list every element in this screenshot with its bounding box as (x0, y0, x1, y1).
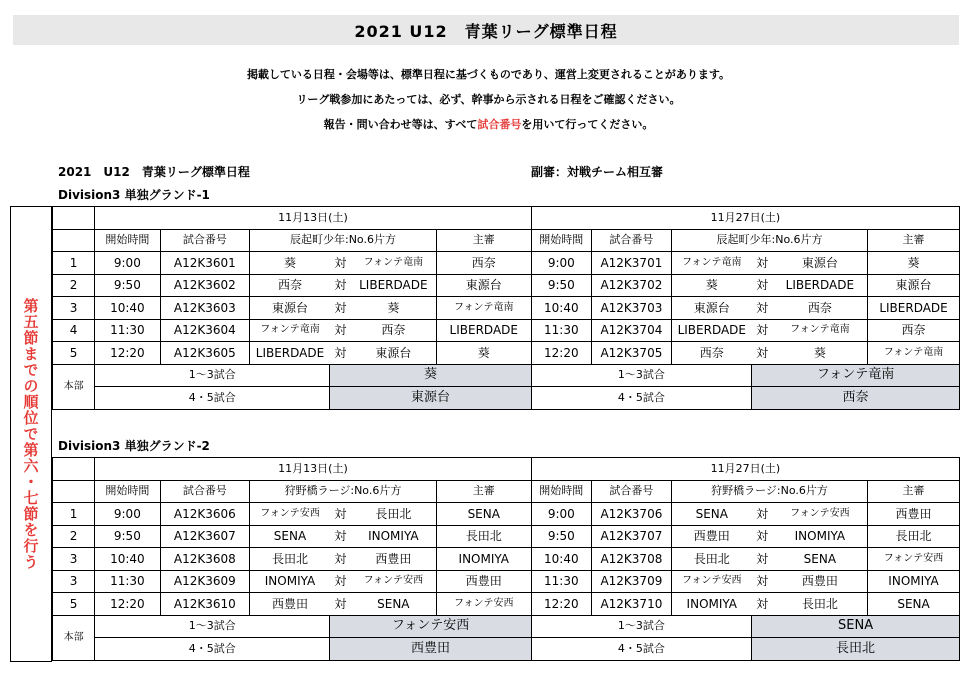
start-time: 12:20 (531, 593, 591, 616)
match-id: A12K3607 (160, 525, 250, 548)
referee-team: 西豊田 (436, 570, 531, 593)
start-time: 9:00 (95, 252, 160, 275)
home-team: 西奈 (250, 274, 330, 297)
match-number-header: 試合番号 (160, 480, 250, 503)
away-team: フォンテ竜南 (351, 252, 436, 275)
start-time: 12:20 (95, 593, 160, 616)
referee-header: 主審 (868, 229, 960, 252)
division-title-2: Division3 単独グランド-2 (58, 439, 210, 453)
away-team: フォンテ竜南 (773, 319, 868, 342)
away-team: SENA (773, 548, 868, 571)
versus-label: 対 (752, 319, 773, 342)
hq-label: 本部 (53, 364, 95, 409)
home-team: 長田北 (671, 548, 751, 571)
referee-team: フォンテ安西 (436, 593, 531, 616)
match-order: 3 (53, 548, 95, 571)
away-team: 西奈 (773, 297, 868, 320)
match-id: A12K3609 (160, 570, 250, 593)
away-team: 西豊田 (351, 548, 436, 571)
referee-team: 東源台 (436, 274, 531, 297)
notice-line-1: 掲載している日程・会場等は、標準日程に基づくものであり、運営上変更されることがあります。 (246, 68, 731, 81)
match-id: A12K3602 (160, 274, 250, 297)
referee-team: フォンテ竜南 (436, 297, 531, 320)
match-id: A12K3704 (591, 319, 671, 342)
start-time: 12:20 (95, 342, 160, 365)
home-team: 葵 (250, 252, 330, 275)
versus-label: 対 (330, 525, 351, 548)
home-team: SENA (671, 503, 751, 526)
home-team: 西豊田 (250, 593, 330, 616)
hq-team: 東源台 (330, 387, 531, 410)
referee-team: 東源台 (868, 274, 960, 297)
match-row (53, 297, 960, 320)
home-team: 長田北 (250, 548, 330, 571)
start-time: 10:40 (95, 548, 160, 571)
versus-label: 対 (752, 570, 773, 593)
versus-label: 対 (330, 548, 351, 571)
home-team: フォンテ竜南 (250, 319, 330, 342)
match-id: A12K3707 (591, 525, 671, 548)
referee-team: 葵 (868, 252, 960, 275)
match-row (53, 548, 960, 571)
blank-cell (53, 207, 95, 230)
start-time: 9:00 (531, 503, 591, 526)
column-header-row (53, 229, 960, 252)
versus-label: 対 (752, 274, 773, 297)
home-team: INOMIYA (250, 570, 330, 593)
referee-team: フォンテ安西 (868, 548, 960, 571)
hq-row (53, 387, 960, 410)
match-order: 2 (53, 274, 95, 297)
start-time-header: 開始時間 (531, 480, 591, 503)
start-time: 9:00 (531, 252, 591, 275)
column-header-row (53, 480, 960, 503)
home-team: LIBERDADE (250, 342, 330, 365)
match-id: A12K3701 (591, 252, 671, 275)
away-team: フォンテ安西 (351, 570, 436, 593)
schedule-subtitle: 2021 U12 青葉リーグ標準日程 (58, 165, 250, 179)
venue-header: 狩野橋ラージ:No.6片方 (250, 480, 437, 503)
start-time: 11:30 (531, 319, 591, 342)
versus-label: 対 (330, 297, 351, 320)
referee-header: 主審 (868, 480, 960, 503)
match-id: A12K3709 (591, 570, 671, 593)
match-number-header: 試合番号 (591, 229, 671, 252)
away-team: 葵 (351, 297, 436, 320)
home-team: 西奈 (671, 342, 751, 365)
referee-team: SENA (436, 503, 531, 526)
hq-team: 長田北 (752, 638, 960, 661)
match-id: A12K3702 (591, 274, 671, 297)
side-note (10, 206, 52, 662)
referee-team: 西豊田 (868, 503, 960, 526)
referee-team: LIBERDADE (868, 297, 960, 320)
versus-label: 対 (330, 274, 351, 297)
notice-text: 報告・問い合わせ等は、すべて (323, 118, 478, 131)
versus-label: 対 (752, 297, 773, 320)
blank-cell (53, 480, 95, 503)
blank-cell (53, 229, 95, 252)
versus-label: 対 (752, 342, 773, 365)
match-id: A12K3710 (591, 593, 671, 616)
match-order: 5 (53, 342, 95, 365)
match-row (53, 342, 960, 365)
match-id: A12K3603 (160, 297, 250, 320)
games-range-label: 1～3試合 (95, 615, 330, 638)
versus-label: 対 (330, 319, 351, 342)
away-team: 西奈 (351, 319, 436, 342)
match-number-highlight: 試合番号 (477, 118, 522, 131)
away-team: フォンテ安西 (773, 503, 868, 526)
versus-label: 対 (752, 252, 773, 275)
away-team: LIBERDADE (773, 274, 868, 297)
start-time: 10:40 (95, 297, 160, 320)
date-header: 11月27日(土) (531, 207, 959, 230)
away-team: 長田北 (773, 593, 868, 616)
versus-label: 対 (330, 593, 351, 616)
match-order: 1 (53, 252, 95, 275)
match-order: 5 (53, 593, 95, 616)
home-team: 東源台 (250, 297, 330, 320)
date-row (53, 207, 960, 230)
match-row (53, 593, 960, 616)
match-row (53, 252, 960, 275)
referee-note: 副審：対戦チーム相互審 (531, 165, 664, 179)
match-id: A12K3604 (160, 319, 250, 342)
referee-team: INOMIYA (868, 570, 960, 593)
match-row (53, 503, 960, 526)
match-number-header: 試合番号 (591, 480, 671, 503)
versus-label: 対 (330, 252, 351, 275)
referee-team: フォンテ竜南 (868, 342, 960, 365)
games-range-label: 4・5試合 (95, 638, 330, 661)
versus-label: 対 (330, 342, 351, 365)
start-time: 9:50 (531, 274, 591, 297)
start-time: 10:40 (531, 297, 591, 320)
home-team: 東源台 (671, 297, 751, 320)
notice-line-3 (0, 116, 977, 132)
match-row (53, 525, 960, 548)
hq-row (53, 364, 960, 387)
hq-row (53, 615, 960, 638)
start-time: 9:50 (95, 274, 160, 297)
referee-team: 長田北 (868, 525, 960, 548)
start-time-header: 開始時間 (95, 229, 160, 252)
match-id: A12K3708 (591, 548, 671, 571)
match-order: 4 (53, 319, 95, 342)
date-header: 11月27日(土) (531, 458, 959, 481)
start-time: 9:50 (95, 525, 160, 548)
match-row (53, 274, 960, 297)
away-team: SENA (351, 593, 436, 616)
away-team: LIBERDADE (351, 274, 436, 297)
versus-label: 対 (752, 548, 773, 571)
versus-label: 対 (330, 503, 351, 526)
start-time: 11:30 (95, 319, 160, 342)
referee-header: 主審 (436, 229, 531, 252)
start-time: 9:50 (531, 525, 591, 548)
versus-label: 対 (752, 593, 773, 616)
match-number-header: 試合番号 (160, 229, 250, 252)
referee-team: SENA (868, 593, 960, 616)
games-range-label: 1～3試合 (531, 364, 751, 387)
hq-team: 葵 (330, 364, 531, 387)
versus-label: 対 (330, 570, 351, 593)
home-team: 葵 (671, 274, 751, 297)
referee-team: 西奈 (868, 319, 960, 342)
match-id: A12K3706 (591, 503, 671, 526)
hq-team: フォンテ安西 (330, 615, 531, 638)
games-range-label: 4・5試合 (531, 638, 751, 661)
home-team: 西豊田 (671, 525, 751, 548)
hq-row (53, 638, 960, 661)
venue-header: 辰起町少年:No.6片方 (671, 229, 867, 252)
schedule-table (52, 206, 960, 410)
referee-team: 西奈 (436, 252, 531, 275)
date-header: 11月13日(土) (95, 207, 532, 230)
start-time: 9:00 (95, 503, 160, 526)
referee-header: 主審 (436, 480, 531, 503)
away-team: 東源台 (351, 342, 436, 365)
versus-label: 対 (752, 503, 773, 526)
match-id: A12K3608 (160, 548, 250, 571)
match-order: 1 (53, 503, 95, 526)
match-row (53, 319, 960, 342)
date-header: 11月13日(土) (95, 458, 532, 481)
start-time: 10:40 (531, 548, 591, 571)
match-order: 2 (53, 525, 95, 548)
home-team: INOMIYA (671, 593, 751, 616)
versus-label: 対 (752, 525, 773, 548)
referee-team: 長田北 (436, 525, 531, 548)
date-row (53, 458, 960, 481)
games-range-label: 1～3試合 (95, 364, 330, 387)
away-team: 東源台 (773, 252, 868, 275)
match-id: A12K3605 (160, 342, 250, 365)
match-order: 3 (53, 297, 95, 320)
match-order: 3 (53, 570, 95, 593)
away-team: 西豊田 (773, 570, 868, 593)
schedule-table (52, 457, 960, 661)
match-id: A12K3601 (160, 252, 250, 275)
hq-team: 西奈 (752, 387, 960, 410)
home-team: SENA (250, 525, 330, 548)
match-id: A12K3705 (591, 342, 671, 365)
notice-text: を用いて行ってください。 (521, 118, 654, 131)
start-time: 11:30 (531, 570, 591, 593)
match-id: A12K3610 (160, 593, 250, 616)
venue-header: 狩野橋ラージ:No.6片方 (671, 480, 867, 503)
venue-header: 辰起町少年:No.6片方 (250, 229, 437, 252)
blank-cell (53, 458, 95, 481)
referee-team: LIBERDADE (436, 319, 531, 342)
away-team: INOMIYA (351, 525, 436, 548)
hq-team: フォンテ竜南 (752, 364, 960, 387)
home-team: フォンテ竜南 (671, 252, 751, 275)
games-range-label: 1～3試合 (531, 615, 751, 638)
page-title: 2021 U12 青葉リーグ標準日程 (13, 15, 959, 45)
home-team: フォンテ安西 (671, 570, 751, 593)
home-team: LIBERDADE (671, 319, 751, 342)
side-note-text: 第五節までの順位で第六・七節を行う (21, 298, 40, 570)
match-id: A12K3703 (591, 297, 671, 320)
notice-line-2: リーグ戦参加にあたっては、必ず、幹事から示される日程をご確認ください。 (296, 93, 681, 106)
match-id: A12K3606 (160, 503, 250, 526)
home-team: フォンテ安西 (250, 503, 330, 526)
hq-team: 西豊田 (330, 638, 531, 661)
hq-team: SENA (752, 615, 960, 638)
away-team: 長田北 (351, 503, 436, 526)
away-team: 葵 (773, 342, 868, 365)
games-range-label: 4・5試合 (95, 387, 330, 410)
start-time: 12:20 (531, 342, 591, 365)
match-row (53, 570, 960, 593)
hq-label: 本部 (53, 615, 95, 660)
start-time-header: 開始時間 (531, 229, 591, 252)
division-title-1: Division3 単独グランド-1 (58, 188, 210, 202)
start-time: 11:30 (95, 570, 160, 593)
start-time-header: 開始時間 (95, 480, 160, 503)
referee-team: INOMIYA (436, 548, 531, 571)
away-team: INOMIYA (773, 525, 868, 548)
games-range-label: 4・5試合 (531, 387, 751, 410)
referee-team: 葵 (436, 342, 531, 365)
